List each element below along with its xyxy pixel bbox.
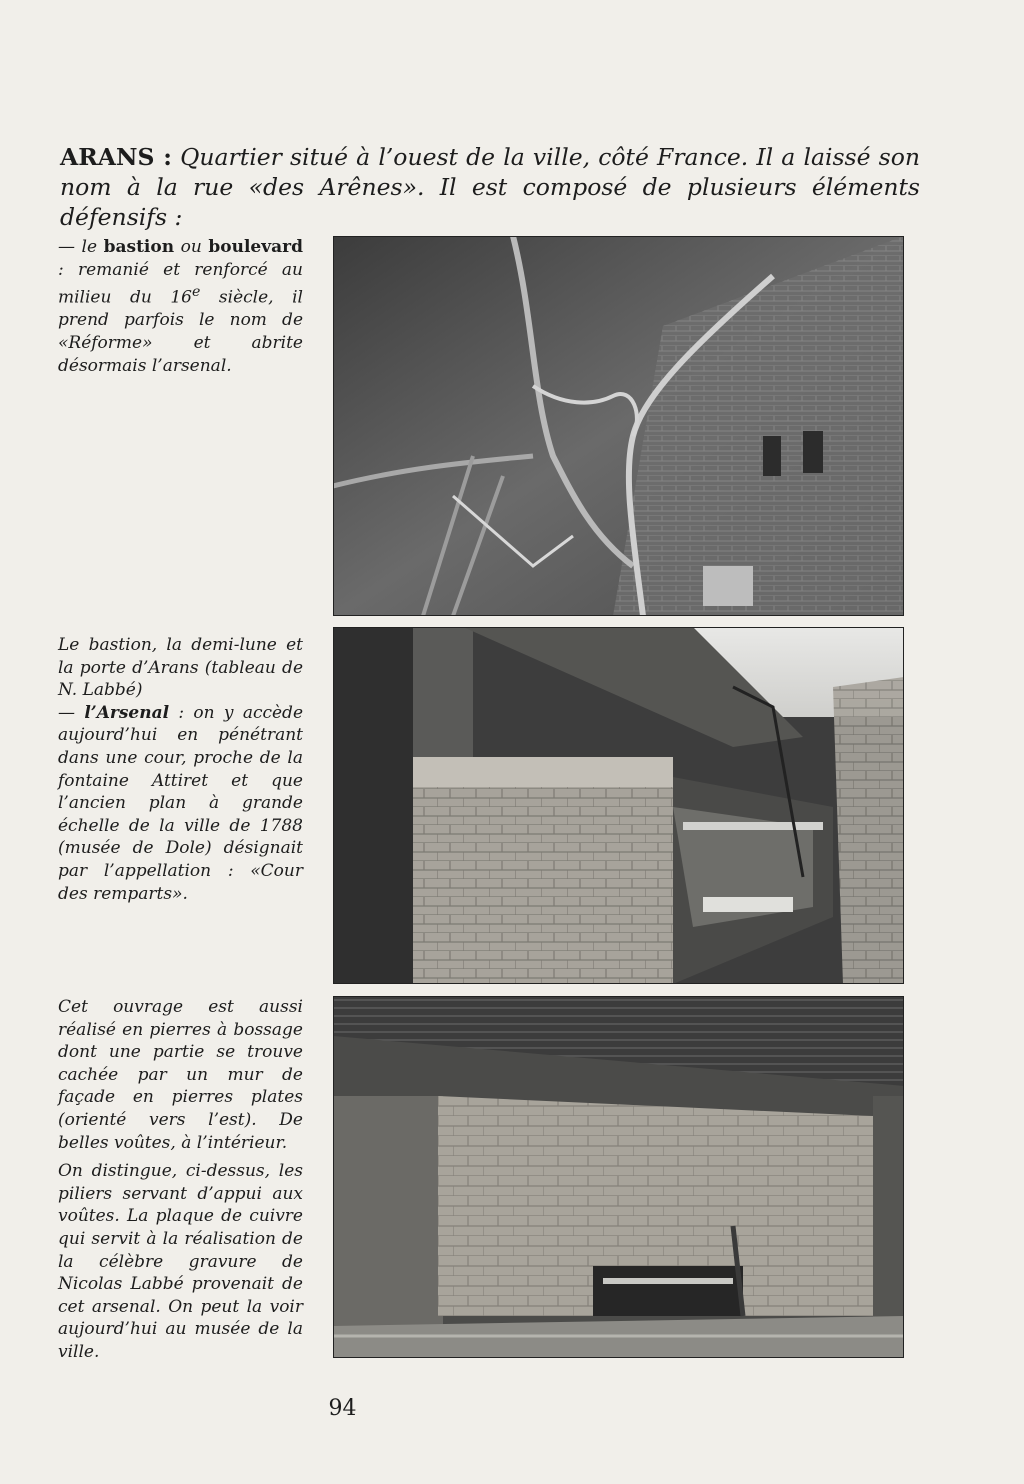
intro-text: Quartier situé à l’ouest de la ville, côté France. Il a laissé son nom à la rue «des Arênes». Il est composé de plusieurs éléments défensifs : xyxy=(60,143,920,231)
photo-arsenal-image xyxy=(333,627,904,984)
caption-arsenal xyxy=(58,634,303,911)
caption-bastion-text: : remanié et renforcé au milieu du 16 xyxy=(58,259,303,308)
term-arsenal: l’Arsenal xyxy=(84,702,170,723)
caption-ouvrage-para1: Cet ouvrage est aussi réalisé en pierres à bossage dont une partie se trouve cachée par un mur de façade en pierres plates (orienté vers l’est). De belles voûtes, à l’intérieur. xyxy=(58,997,303,1153)
caption-bastion xyxy=(58,236,303,383)
caption-arsenal-text: : on y accède aujourd’hui en pénétrant dans une cour, proche de la fontaine Attiret et que l’ancien plan à grande échelle de la ville de 1788 (musée de Dole) désignait par l’appellation : «Cour des remparts». xyxy=(58,702,303,904)
intro-keyword: ARANS : xyxy=(60,143,172,171)
caption-bastion-sup: e xyxy=(192,284,201,301)
caption-bastion-text2: siècle, il prend parfois le nom de «Réforme» et abrite désormais l’arsenal. xyxy=(58,287,303,376)
intro-paragraph xyxy=(60,142,920,232)
caption-bastion-prefix: — le xyxy=(58,237,104,257)
photo-bastion-painting xyxy=(333,236,904,616)
caption-ouvrage-para2: On distingue, ci-dessus, les piliers servant d’appui aux voûtes. La plaque de cuivre qui servit à la réalisation de la célèbre gravure de Nicolas Labbé provenait de cet arsenal. On peut la voir aujourd’hui au musée de la ville. xyxy=(58,1161,303,1362)
caption-bastion-mid: ou xyxy=(174,237,209,257)
photo-facade-image xyxy=(333,996,904,1358)
term-bastion: bastion xyxy=(103,237,175,257)
photo-caption: Le bastion, la demi-lune et la porte d’Arans (tableau de N. Labbé) xyxy=(58,635,303,701)
caption-ouvrage xyxy=(58,996,303,1370)
photo-arsenal-facade xyxy=(333,996,904,1358)
caption-arsenal-prefix: — xyxy=(58,702,85,723)
photo-bastion-image xyxy=(333,236,904,616)
term-boulevard: boulevard xyxy=(208,237,303,257)
page-number: 94 xyxy=(328,1396,357,1421)
photo-arsenal-courtyard xyxy=(333,627,904,984)
